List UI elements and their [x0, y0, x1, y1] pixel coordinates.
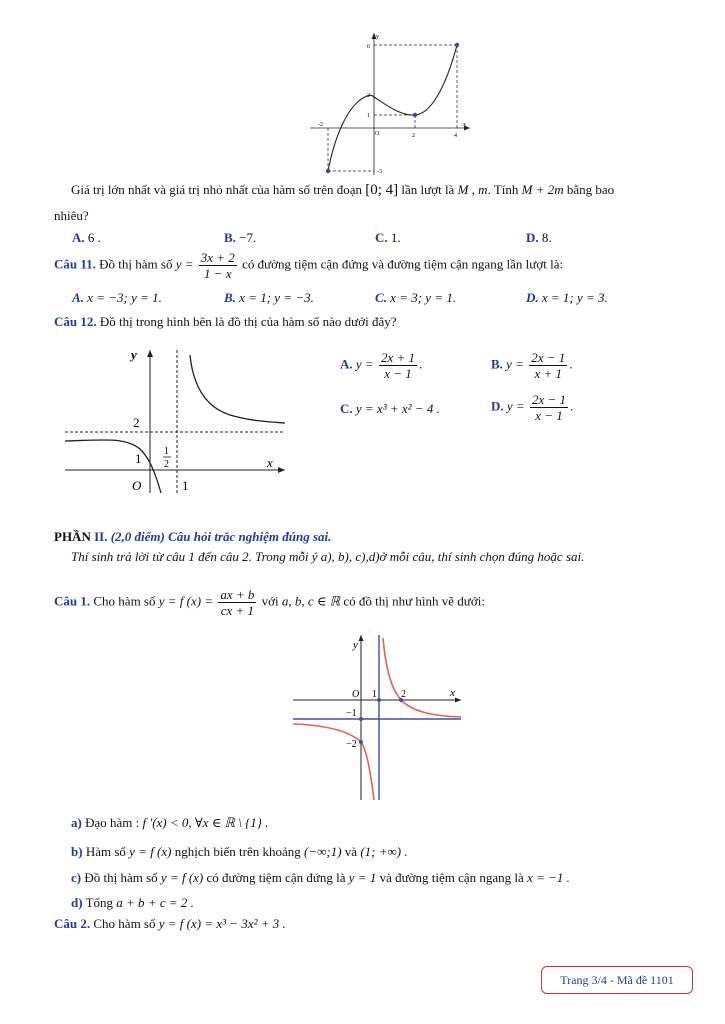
p2q1-y-label: y	[353, 639, 358, 651]
q12-option-c[interactable]: C. y = x³ + x² − 4 .	[340, 401, 440, 416]
q12-x-label: x	[267, 455, 273, 470]
q12-stem: Câu 12. Đồ thị trong hình bên là đồ thị của hàm số nào dưới đây?	[54, 314, 397, 329]
g1-tick-x4: 4	[454, 133, 457, 139]
part2-instruction: Thí sinh trả lời từ câu 1 đến câu 2. Trong mỗi ý a), b), c),d)ở mỗi câu, thí sinh chọn đúng hoặc sai.	[71, 549, 585, 564]
p2q1-stem: Câu 1. Cho hàm số y = f (x) = $\frac{ax + b}{cx + 1}$ với a, b, c ∈ ℝ có đồ thị như hình vẽ dưới:	[54, 587, 485, 618]
q12-tick-2: 2	[133, 415, 140, 430]
p2q1-statement-a[interactable]: a) Đạo hàm : f ′(x) < 0, ∀x ∈ ℝ \ {1} .	[71, 815, 269, 830]
q11-stem: Câu 11. Đồ thị hàm số y = $\frac{3x + 2}{1 - x}$ có đường tiệm cận đứng và đường tiệm cận ngang lần lượt là:	[54, 250, 564, 281]
g1-origin: O	[375, 131, 380, 137]
q12-tick-1: 1	[135, 451, 142, 466]
g1-tick-2: 2	[367, 93, 370, 99]
p2q1-graph	[293, 630, 463, 802]
p2q1-x-label: x	[450, 687, 455, 699]
g1-tick-m2: -2	[318, 122, 323, 128]
cubic-graph	[305, 30, 475, 180]
p2q1-origin: O	[352, 689, 360, 700]
q10-line2: nhiêu?	[54, 208, 89, 223]
page-footer: Trang 3/4 - Mã đề 1101	[541, 966, 693, 994]
p2q1-tick-m2: −2	[346, 739, 357, 750]
q11-option-d[interactable]: D. x = 1; y = 3.	[526, 290, 608, 305]
q12-tick-half-num: 1	[164, 446, 169, 457]
g1-tick-m3: -3	[377, 169, 382, 175]
g1-tick-x2: 2	[412, 133, 415, 139]
p2q1-tick-1: 1	[372, 689, 377, 700]
part2-title: PHẦN II. (2,0 điểm) Câu hỏi trắc nghiệm đúng sai.	[54, 529, 332, 544]
q10-line1: Giá trị lớn nhất và giá trị nhỏ nhất của hàm số trên đoạn [0; 4] lần lượt là M , m. Tính M + 2m bằng bao	[71, 182, 615, 198]
q12-origin: O	[132, 478, 142, 493]
p2q2-stem: Câu 2. Cho hàm số y = f (x) = x³ − 3x² + 3 .	[54, 916, 286, 931]
g1-tick-6: 6	[367, 44, 370, 50]
q10-option-c[interactable]: C. 1.	[375, 230, 401, 245]
q12-option-b[interactable]: B. y = $\frac{2x - 1}{x + 1}$ .	[491, 350, 573, 381]
q12-tick-x1: 1	[182, 478, 189, 493]
q12-graph	[65, 345, 290, 495]
g1-x-label: x	[463, 122, 466, 128]
q10-option-d[interactable]: D. 8.	[526, 230, 552, 245]
p2q1-statement-d[interactable]: d) Tổng a + b + c = 2 .	[71, 895, 194, 910]
q11-fraction: $\frac{3x + 2}{1 - x}$	[200, 250, 235, 281]
p2q1-tick-2: 2	[401, 689, 406, 700]
q11-option-c[interactable]: C. x = 3; y = 1.	[375, 290, 457, 305]
q11-option-a[interactable]: A. x = −3; y = 1.	[72, 290, 162, 305]
p2q1-statement-b[interactable]: b) Hàm số y = f (x) nghịch biến trên khoảng (−∞;1) và (1; +∞) .	[71, 844, 408, 859]
q10-option-b[interactable]: B. −7.	[224, 230, 257, 245]
p2q1-statement-c[interactable]: c) Đồ thị hàm số y = f (x) có đường tiệm cận đứng là y = 1 và đường tiệm cận ngang là x = −1 .	[71, 870, 570, 885]
g1-y-label: y	[376, 34, 379, 40]
q12-tick-half-den: 2	[164, 459, 169, 470]
g1-tick-1: 1	[367, 113, 370, 119]
q12-option-d[interactable]: D. y = $\frac{2x - 1}{x - 1}$ .	[491, 392, 574, 423]
q11-option-b[interactable]: B. x = 1; y = −3.	[224, 290, 314, 305]
p2q1-fraction: $\frac{ax + b}{cx + 1}$	[220, 587, 255, 618]
q10-option-a[interactable]: A. 6 .	[72, 230, 101, 245]
q12-y-label: y	[131, 347, 137, 362]
p2q1-tick-m1: −1	[346, 708, 357, 719]
q12-option-a[interactable]: A. y = $\frac{2x + 1}{x - 1}$ .	[340, 350, 423, 381]
